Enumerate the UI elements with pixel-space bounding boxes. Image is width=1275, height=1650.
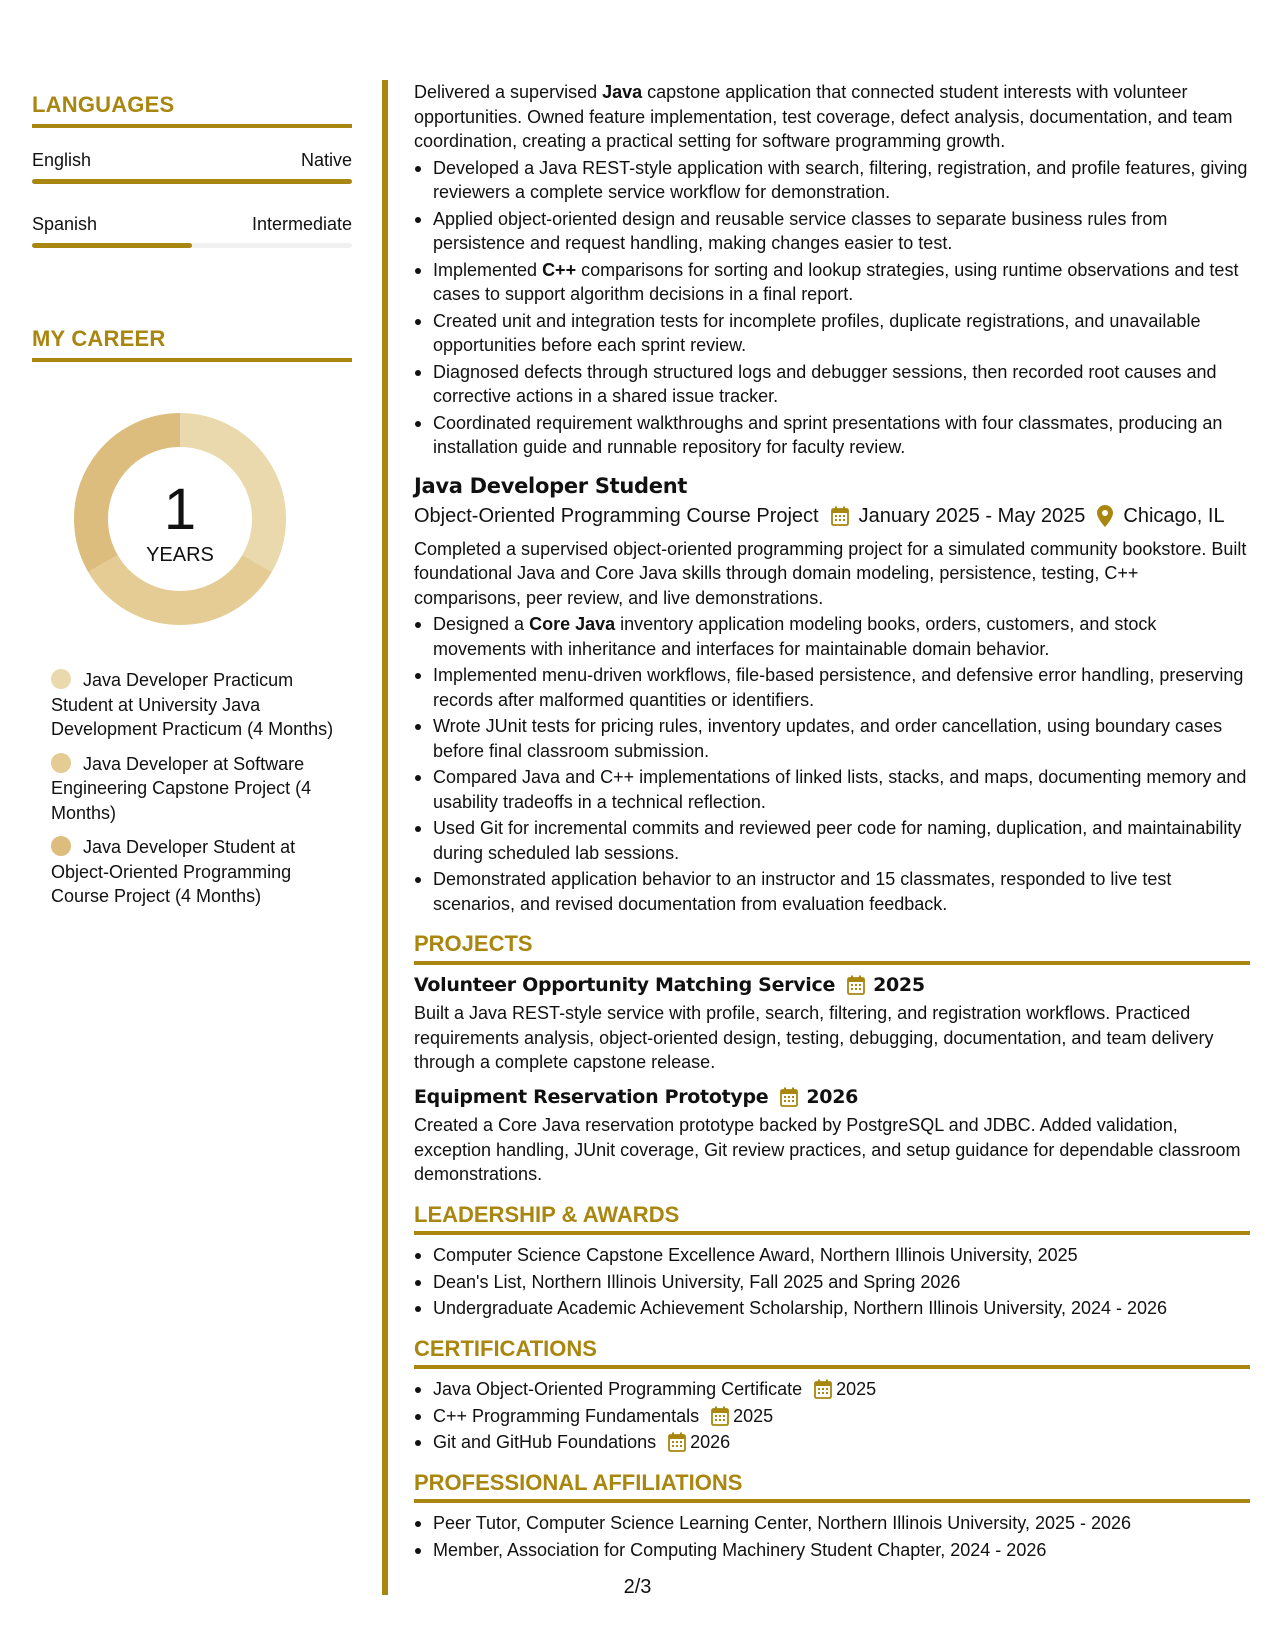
project-description: Created a Core Java reservation prototype backed by PostgreSQL and JDBC. Added validation, exception handling, JUnit coverage, Git review practices, and setup guidance for dependable classroom demonstrations. bbox=[414, 1115, 1241, 1184]
bullet-text: inventory application modeling books, orders, customers, and stock movements with inheritance and interfaces for maintainable domain behavior. bbox=[433, 614, 1157, 659]
certification-name: Git and GitHub Foundations bbox=[433, 1432, 657, 1452]
career-donut-chart bbox=[65, 404, 295, 634]
calendar-icon bbox=[668, 1432, 686, 1452]
bullet-text: Applied object-oriented design and reusable service classes to separate business rules from persistence and request handling, making changes easier to test. bbox=[433, 208, 1168, 253]
career-legend-item bbox=[51, 668, 341, 742]
bullet-text: Implemented bbox=[433, 259, 543, 280]
project-title: Equipment Reservation Prototype bbox=[414, 1085, 769, 1108]
job-dates: January 2025 - May 2025 bbox=[858, 505, 1086, 527]
project-title-row bbox=[414, 973, 1250, 998]
certification-year: 2025 bbox=[836, 1379, 877, 1399]
bullet-bold-text: C++ bbox=[542, 259, 577, 280]
language-level: Native bbox=[300, 150, 352, 170]
calendar-icon bbox=[847, 975, 865, 995]
project-year: 2025 bbox=[873, 973, 925, 996]
bullet-text: comparisons for sorting and lookup strategies, using runtime observations and test cases to support algorithm decisions in a final report. bbox=[433, 259, 1239, 304]
page-number: 2/3 bbox=[623, 1576, 652, 1598]
certifications-heading: CERTIFICATIONS bbox=[414, 1337, 1250, 1370]
summary-bold: Java bbox=[602, 82, 643, 102]
project-year: 2026 bbox=[806, 1085, 859, 1108]
bullet-bold-text: Core Java bbox=[529, 614, 616, 634]
bullet-text: Designed a bbox=[433, 614, 530, 634]
calendar-icon bbox=[780, 1087, 798, 1107]
bullet-text: Wrote JUnit tests for pricing rules, inventory updates, and order cancellation, using boundary cases before final classroom submission. bbox=[433, 716, 1223, 761]
awards-heading: LEADERSHIP & AWARDS bbox=[414, 1203, 1250, 1236]
affiliation-item: Member, Association for Computing Machinery Student Chapter, 2024 - 2026 bbox=[414, 1538, 1250, 1563]
certification-name: C++ Programming Fundamentals bbox=[433, 1405, 700, 1426]
bullet-text: Implemented menu-driven workflows, file-based persistence, and defensive error handling, preserving records after malformed quantities or identifiers. bbox=[433, 665, 1244, 710]
summary-text: capstone application that connected student interests with volunteer opportunities. Owned feature implementation, test coverage, defect analysis, documentation, and team coordination, creating a practical setting for software programming growth. bbox=[414, 82, 1233, 151]
awards-list bbox=[414, 1243, 1250, 1321]
project-item bbox=[414, 973, 1250, 1075]
certification-name: Java Object-Oriented Programming Certificate bbox=[433, 1379, 803, 1399]
career-legend-label: Java Developer Practicum Student at University Java Development Practicum (4 Months) bbox=[51, 670, 334, 739]
summary-text: Delivered a supervised bbox=[414, 82, 603, 102]
award-item: Undergraduate Academic Achievement Scholarship, Northern Illinois University, 2024 - 2026 bbox=[414, 1296, 1250, 1321]
award-item: Computer Science Capstone Excellence Award, Northern Illinois University, 2025 bbox=[414, 1243, 1250, 1268]
certification-item bbox=[414, 1430, 1250, 1455]
language-proficiency-bar bbox=[32, 243, 352, 248]
bullet-text: Used Git for incremental commits and reviewed peer code for naming, duplication, and maintainability during scheduled lab sessions. bbox=[433, 818, 1242, 863]
project-description: Built a Java REST-style service with profile, search, filtering, and registration workflows. Practiced requirements analysis, object-oriented design, testing, debugging, documentation, and team delivery through a complete capstone release. bbox=[414, 1003, 1214, 1072]
bullet-item bbox=[414, 156, 1250, 205]
bullet-text: Developed a Java REST-style application with search, filtering, registration, and profile features, giving reviewers a complete service workflow for demonstration. bbox=[433, 157, 1248, 202]
language-proficiency-bar bbox=[32, 179, 352, 184]
bullet-text: Diagnosed defects through structured logs and debugger sessions, then recorded root causes and corrective actions in a shared issue tracker. bbox=[433, 361, 1217, 406]
bullet-item bbox=[414, 258, 1250, 307]
project-item bbox=[414, 1085, 1250, 1187]
bullet-item bbox=[414, 714, 1250, 763]
certification-item bbox=[414, 1404, 1250, 1429]
affiliations-heading: PROFESSIONAL AFFILIATIONS bbox=[414, 1471, 1250, 1504]
job-location: Chicago, IL bbox=[1123, 505, 1225, 527]
bullet-item bbox=[414, 360, 1250, 409]
bullet-item bbox=[414, 816, 1250, 865]
sidebar bbox=[32, 92, 352, 919]
bullet-text: Compared Java and C++ implementations of linked lists, stacks, and maps, documenting memory and usability tradeoffs in a technical reflection. bbox=[433, 767, 1247, 812]
job-title: Java Developer Student bbox=[414, 473, 688, 498]
calendar-icon bbox=[814, 1379, 832, 1399]
project-title: Volunteer Opportunity Matching Service bbox=[414, 973, 836, 996]
job-bullets bbox=[414, 612, 1250, 916]
certification-year: 2025 bbox=[733, 1405, 774, 1426]
career-total-number: 1 bbox=[163, 477, 197, 542]
bullet-item bbox=[414, 207, 1250, 256]
prev-job-summary bbox=[414, 80, 1250, 154]
bullet-item bbox=[414, 309, 1250, 358]
bullet-item bbox=[414, 411, 1250, 460]
career-heading: MY CAREER bbox=[32, 326, 352, 362]
award-item: Dean's List, Northern Illinois University, Fall 2025 and Spring 2026 bbox=[414, 1270, 1250, 1295]
career-legend-label: Java Developer at Software Engineering Capstone Project (4 Months) bbox=[51, 753, 312, 823]
career-legend bbox=[51, 668, 341, 909]
language-proficiency-fill bbox=[32, 243, 192, 248]
language-name: Spanish bbox=[32, 214, 98, 234]
language-item bbox=[32, 214, 352, 235]
job-company: Object-Oriented Programming Course Project bbox=[414, 505, 819, 527]
language-proficiency-fill bbox=[32, 179, 352, 184]
job-summary: Completed a supervised object-oriented programming project for a simulated community bookstore. Built foundational Java and Core Java skills through domain modeling, persistence, testing, C++ comparisons, peer review, and live demonstrations. bbox=[414, 538, 1247, 608]
languages-heading: LANGUAGES bbox=[32, 92, 352, 128]
job-meta bbox=[414, 504, 1250, 529]
languages-list bbox=[32, 150, 352, 248]
legend-dot bbox=[51, 836, 71, 856]
certifications-list bbox=[414, 1377, 1250, 1455]
career-legend-item bbox=[51, 752, 341, 826]
main-content bbox=[414, 80, 1250, 1564]
career-legend-item bbox=[51, 835, 341, 909]
legend-dot bbox=[51, 669, 71, 689]
career-total-unit: YEARS bbox=[146, 544, 214, 566]
certification-year: 2026 bbox=[690, 1432, 731, 1452]
language-level: Intermediate bbox=[251, 214, 352, 234]
column-divider bbox=[382, 80, 388, 1595]
bullet-item bbox=[414, 612, 1250, 661]
location-pin-icon bbox=[1097, 505, 1113, 527]
bullet-text: Demonstrated application behavior to an instructor and 15 classmates, responded to live test scenarios, and revised documentation from evaluation feedback. bbox=[433, 869, 1172, 914]
bullet-item bbox=[414, 765, 1250, 814]
bullet-text: Coordinated requirement walkthroughs and sprint presentations with four classmates, producing an installation guide and runnable repository for faculty review. bbox=[433, 412, 1223, 457]
affiliation-item: Peer Tutor, Computer Science Learning Center, Northern Illinois University, 2025 - 2026 bbox=[414, 1511, 1250, 1536]
language-item bbox=[32, 150, 352, 171]
calendar-icon bbox=[711, 1406, 729, 1426]
legend-dot bbox=[51, 753, 71, 773]
calendar-icon bbox=[831, 506, 849, 526]
certification-item bbox=[414, 1377, 1250, 1402]
bullet-item bbox=[414, 663, 1250, 712]
projects-heading: PROJECTS bbox=[414, 932, 1250, 965]
affiliations-list bbox=[414, 1511, 1250, 1562]
career-legend-label: Java Developer Student at Object-Oriented Programming Course Project (4 Months) bbox=[51, 837, 296, 906]
bullet-text: Created unit and integration tests for incomplete profiles, duplicate registrations, and unavailable opportunities before each sprint review. bbox=[433, 310, 1201, 355]
project-title-row bbox=[414, 1085, 1250, 1110]
donut-segment bbox=[103, 564, 257, 609]
prev-job-bullets bbox=[414, 156, 1250, 460]
bullet-item bbox=[414, 867, 1250, 916]
language-name: English bbox=[32, 150, 92, 170]
